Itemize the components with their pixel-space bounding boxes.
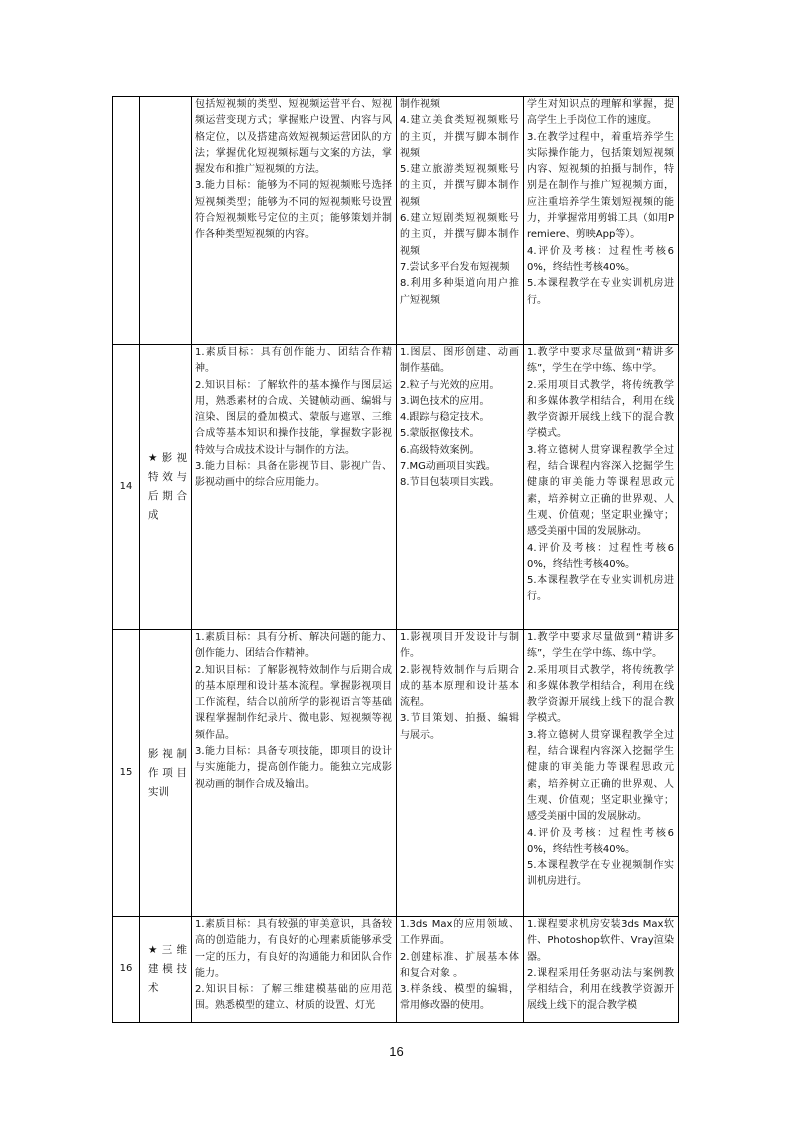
table-row (113, 97, 679, 345)
content-item: 6.建立短剧类短视频账号的主页，并撰写脚本制作视频 (400, 213, 519, 257)
goals-cell (192, 345, 397, 630)
requirements-cell (524, 97, 679, 345)
content-item: 6.高级特效案例。 (400, 444, 480, 456)
course-name: ★三维建模技术 (148, 944, 187, 994)
requirement-item: 4.评价及考核：过程性考核60%，终结性考核40%。 (527, 542, 674, 570)
goals-cell (192, 630, 397, 917)
content-item: 2.创建标准、扩展基本体和复合对象 。 (400, 951, 519, 979)
requirement-item: 4.评价及考核：过程性考核60%，终结性考核40%。 (527, 827, 674, 855)
goals-cell (192, 917, 397, 1023)
table-row (113, 345, 679, 630)
content-cell (397, 97, 524, 345)
requirement-item: 5.本课程教学在专业实训机房进行。 (527, 575, 674, 603)
content-item: 8.节目包装项目实践。 (400, 477, 500, 489)
requirement-item: 1.课程要求机房安装3ds Max软件、Photoshop软件、Vray渲染器。 (527, 919, 674, 963)
requirements-cell (524, 630, 679, 917)
content-item: 8.利用多种渠道向用户推广短视频 (400, 278, 519, 306)
row-number: 15 (113, 630, 140, 917)
requirement-item: 5.本课程教学在专业实训机房进行。 (527, 278, 674, 306)
requirement-item: 5.本课程教学在专业视频制作实训机房进行。 (527, 860, 674, 888)
content-item: 5.建立旅游类短视频账号的主页，并撰写脚本制作视频 (400, 164, 519, 208)
goal-item: 1.素质目标：具有分析、解决问题的能力、创作能力、团结合作精神。 (195, 632, 392, 660)
requirement-item: 2.采用项目式教学，将传统教学和多媒体教学相结合，利用在线教学资源开展线上线下的混合教学模式。 (527, 379, 674, 440)
goal-item: 3.能力目标：具备专项技能，即项目的设计与实施能力，提高创作能力。能独立完成影视动画的制作合成及输出。 (195, 746, 392, 790)
course-name-cell (140, 97, 192, 345)
goal-item: 3.能力目标：具备在影视节目、影视广告、影视动画中的综合应用能力。 (195, 461, 392, 489)
requirement-item: 3.将立德树人贯穿课程教学全过程，结合课程内容深入挖掘学生健康的审美能力等课程思政元素，培养树立正确的世界观、人生观、价值观；坚定职业操守；感受美丽中国的发展脉动。 (527, 444, 674, 538)
content-item: 1.3ds Max的应用领域、工作界面。 (400, 919, 519, 947)
goal-item: 包括短视频的类型、短视频运营平台、短视频运营变现方式；掌握账户设置、内容与风格定位，以及搭建高效短视频运营团队的方法；掌握优化短视频标题与文案的方法，掌握发布和推广短视频的方法。 (195, 99, 392, 176)
requirement-item: 4.评价及考核：过程性考核60%，终结性考核40%。 (527, 245, 674, 273)
goal-item: 1.素质目标：具有较强的审美意识，具备较高的创造能力，有良好的心理素质能够承受一定的压力，有良好的沟通能力和团队合作能力。 (195, 919, 392, 979)
goal-item: 2.知识目标：了解软件的基本操作与图层运用，熟悉素材的合成、关键帧动画、编辑与渲染、图层的叠加模式、蒙版与遮罩、三维合成等基本知识和操作技能，掌握数字影视特效与合成技术设计与制作的方法。 (195, 379, 392, 456)
content-item: 2.影视特效制作与后期合成的基本原理和设计基本流程。 (400, 664, 519, 709)
requirement-item: 学生对知识点的理解和掌握，提高学生上手岗位工作的速度。 (527, 99, 674, 127)
content-item: 5.蒙版抠像技术。 (400, 428, 480, 440)
row-number (113, 97, 140, 345)
content-item: 3.调色技术的应用。 (400, 395, 490, 407)
requirement-item: 3.在教学过程中，着重培养学生实际操作能力，包括策划短视频内容、短视频的拍摄与制作，特别是在制作与推广短视频方面，应注重培养学生策划短视频的能力，并掌握常用剪辑工具（如用Premiere、剪映App等）。 (527, 131, 674, 241)
content-item: 3.节目策划、拍摄、编辑与展示。 (400, 713, 519, 741)
course-name-cell (140, 630, 192, 917)
requirement-item: 1.教学中要求尽量做到“精讲多练”，学生在学中练、练中学。 (527, 347, 674, 375)
goal-item: 3.能力目标：能够为不同的短视频账号选择短视频类型；能够为不同的短视频账号设置符合短视频账号定位的主页；能够策划并制作各种类型短视频的内容。 (195, 180, 392, 241)
requirement-item: 2.课程采用任务驱动法与案例教学相结合，利用在线教学资源开展线上线下的混合教学模 (527, 967, 674, 1012)
row-number: 16 (113, 917, 140, 1023)
content-item: 2.粒子与光效的应用。 (400, 379, 500, 391)
requirement-item: 3.将立德树人贯穿课程教学全过程，结合课程内容深入挖掘学生健康的审美能力等课程思政元素，培养树立正确的世界观、人生观、价值观；坚定职业操守；感受美丽中国的发展脉动。 (527, 729, 674, 823)
course-name-cell (140, 345, 192, 630)
content-item: 4.建立美食类短视频账号的主页，并撰写脚本制作视频 (400, 115, 519, 159)
page-number: 16 (389, 1044, 404, 1059)
goal-item: 1.素质目标：具有创作能力、团结合作精神。 (195, 347, 392, 375)
content-item: 1.图层、图形创建、动画制作基础。 (400, 347, 519, 375)
course-name: 影视制作项目实训 (148, 747, 187, 798)
requirements-cell (524, 345, 679, 630)
course-name-cell (140, 917, 192, 1023)
goal-item: 2.知识目标：了解影视特效制作与后期合成的基本原理和设计基本流程。掌握影视项目工作流程，结合以前所学的影视语言等基础课程掌握制作纪录片、微电影、短视频等视频作品。 (195, 664, 392, 741)
requirements-cell (524, 917, 679, 1023)
table-row (113, 917, 679, 1023)
table-row (113, 630, 679, 917)
content-cell (397, 630, 524, 917)
requirement-item: 1.教学中要求尽量做到“精讲多练”，学生在学中练、练中学。 (527, 632, 674, 660)
content-item: 4.跟踪与稳定技术。 (400, 412, 490, 424)
course-name: ★影视特效与后期合成 (148, 452, 187, 521)
requirement-item: 2.采用项目式教学，将传统教学和多媒体教学相结合，利用在线教学资源开展线上线下的混合教学模式。 (527, 664, 674, 725)
goal-item: 2.知识目标：了解三维建模基础的应用范围。熟悉模型的建立、材质的设置、灯光 (195, 984, 392, 1012)
content-item: 3.样条线、模型的编辑，常用修改器的使用。 (400, 984, 519, 1012)
row-number: 14 (113, 345, 140, 630)
content-item: 1.影视项目开发设计与制作。 (400, 632, 519, 660)
content-cell (397, 917, 524, 1023)
content-item: 7.尝试多平台发布短视频 (400, 261, 510, 273)
course-table (112, 96, 679, 1023)
goals-cell (192, 97, 397, 345)
content-item: 制作视频 (400, 99, 440, 110)
content-item: 7.MG动画项目实践。 (400, 461, 496, 473)
content-cell (397, 345, 524, 630)
